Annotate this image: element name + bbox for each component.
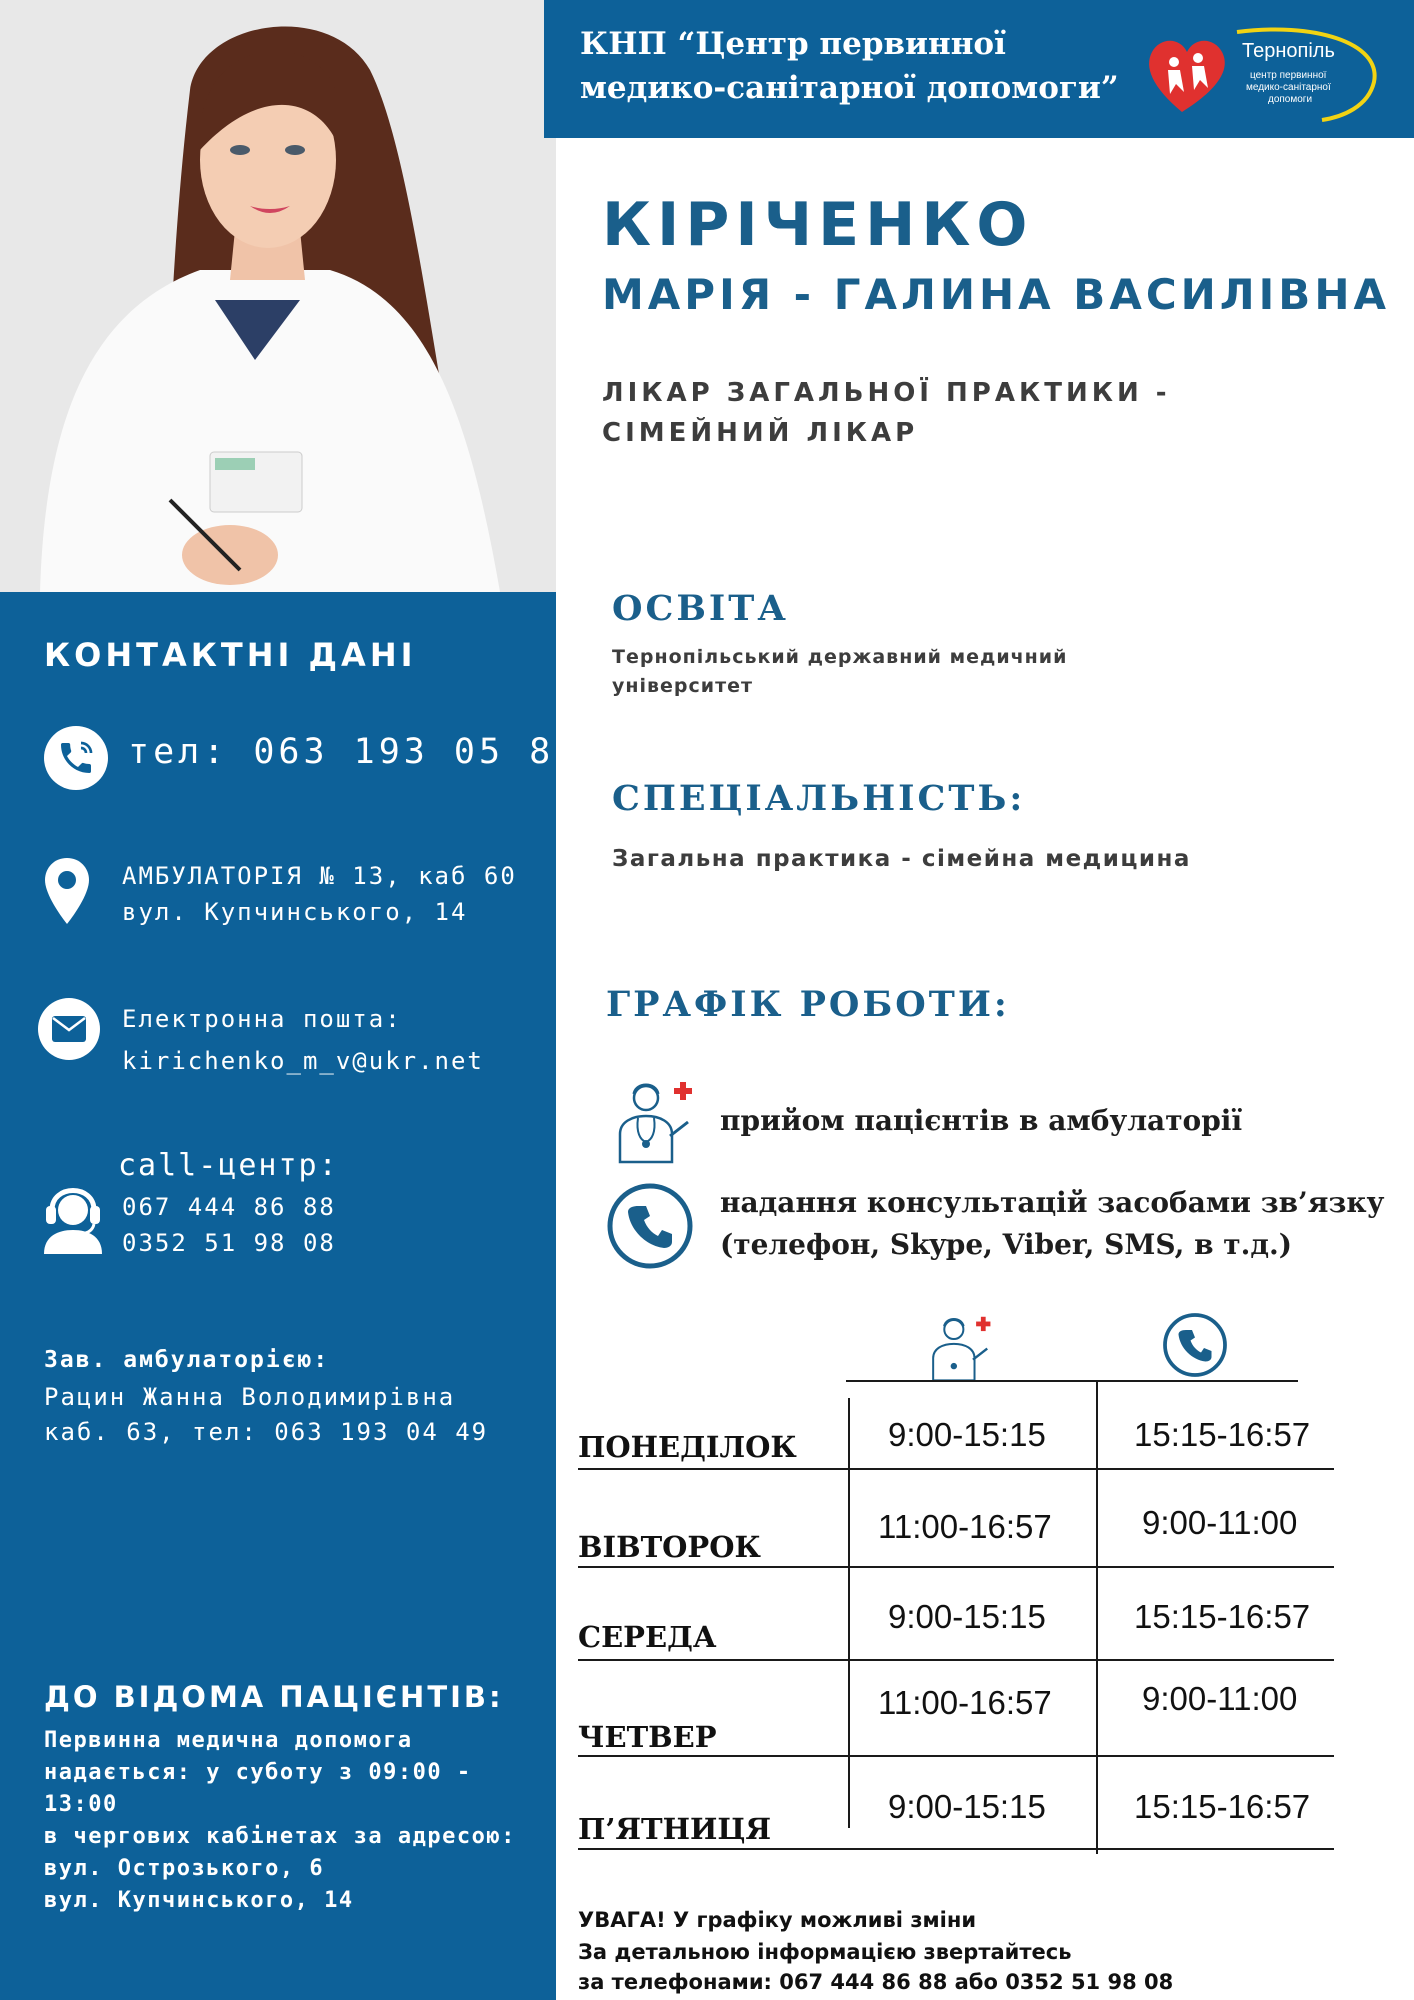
callcenter-label: call-центр: [118,1148,339,1183]
education-title: ОСВІТА [612,588,789,629]
callcenter-phone2[interactable]: 0352 51 98 08 [122,1229,336,1257]
logo-sub2: медико-санітарної [1246,82,1331,93]
table-remote-hours: 9:00-11:00 [1142,1680,1298,1717]
notice-line: в чергових кабінетах за адресою: [44,1824,516,1849]
table-vline-1 [848,1398,850,1828]
table-vline-2 [1096,1382,1098,1854]
header-band [544,0,1414,138]
schedule-mode-remote-line2: (телефон, Skype, Viber, SMS, в т.д.) [720,1228,1293,1261]
table-remote-hours: 15:15-16:57 [1134,1416,1311,1453]
phone-icon [44,726,108,790]
head-contact: каб. 63, тел: 063 193 04 49 [44,1418,489,1446]
table-header-line [846,1380,1298,1382]
phone-circle-icon [606,1182,694,1270]
doctor-position-line2: СІМЕЙНИЙ ЛІКАР [602,418,919,448]
doctor-position-line1: ЛІКАР ЗАГАЛЬНОЇ ПРАКТИКИ - [602,378,1171,408]
notice-line: вул. Купчинського, 14 [44,1888,354,1913]
email-address[interactable]: kirichenko_m_v@ukr.net [122,1047,484,1075]
doctor-surname: КІРІЧЕНКО [602,190,1034,260]
envelope-icon [38,998,100,1060]
table-clinic-hours: 11:00-16:57 [878,1684,1052,1721]
doctor-given-names: МАРІЯ - ГАЛИНА ВАСИЛІВНА [602,270,1390,319]
education-line2: університет [612,675,754,697]
warning-line2: За детальною інформацією звертайтесь [578,1940,1072,1964]
org-name-line2: медико-санітарної допомоги” [580,70,1119,106]
address-line1: АМБУЛАТОРІЯ № 13, каб 60 [122,862,517,890]
logo-sub3: допомоги [1268,94,1313,105]
location-pin-icon [42,856,92,926]
contact-phone[interactable]: тел: 063 193 05 80 [128,732,580,772]
table-row-line [578,1468,1334,1470]
table-row-line [578,1566,1334,1568]
schedule-mode-clinic: прийом пацієнтів в амбулаторії [720,1104,1243,1137]
table-clinic-hours: 11:00-16:57 [878,1508,1052,1545]
logo-sub1: центр первинної [1250,70,1327,81]
table-clinic-hours: 9:00-15:15 [888,1788,1046,1825]
notice-line: вул. Острозького, 6 [44,1856,325,1881]
address-line2: вул. Купчинського, 14 [122,898,468,926]
table-phone-icon [1162,1312,1228,1378]
warning-line1: УВАГА! У графіку можливі зміни [578,1908,977,1932]
heart-logo-icon [1142,22,1390,122]
notice-line: надається: у суботу з 09:00 - [44,1760,472,1785]
table-day: П’ЯТНИЦЯ [578,1812,772,1846]
doctor-portrait-illustration [0,0,556,592]
table-clinic-hours: 9:00-15:15 [888,1416,1046,1453]
table-row-line [578,1755,1334,1757]
notice-title: ДО ВІДОМА ПАЦІЄНТІВ: [44,1680,504,1714]
table-day: СЕРЕДА [578,1620,717,1654]
table-remote-hours: 15:15-16:57 [1134,1788,1311,1825]
table-day: ЧЕТВЕР [578,1720,717,1754]
table-doctor-icon [926,1312,996,1382]
schedule-title: ГРАФІК РОБОТИ: [606,984,1010,1025]
contacts-title: КОНТАКТНІ ДАНІ [44,636,417,674]
table-remote-hours: 9:00-11:00 [1142,1504,1298,1541]
table-clinic-hours: 9:00-15:15 [888,1598,1046,1635]
education-line1: Тернопільський державний медичний [612,646,1068,668]
org-name-line1: КНП “Центр первинної [580,26,1006,62]
table-row-line [578,1659,1334,1661]
table-day: ПОНЕДІЛОК [578,1430,797,1464]
logo-city-text: Тернопіль [1242,40,1335,62]
doctor-icon [612,1076,698,1164]
specialty-value: Загальна практика - сімейна медицина [612,846,1191,872]
warning-line3: за телефонами: 067 444 86 88 або 0352 51 98 08 [578,1970,1174,1994]
table-row-line [578,1848,1334,1850]
specialty-title: СПЕЦІАЛЬНІСТЬ: [612,778,1026,819]
table-remote-hours: 15:15-16:57 [1134,1598,1311,1635]
clinic-logo [1142,22,1390,122]
headset-operator-icon [40,1170,106,1254]
contacts-panel [0,592,556,2000]
table-day: ВІВТОРОК [578,1530,761,1564]
callcenter-phone1[interactable]: 067 444 86 88 [122,1193,336,1221]
head-name: Рацин Жанна Володимирівна [44,1383,456,1411]
email-label: Електронна пошта: [122,1005,402,1033]
doctor-photo [0,0,556,592]
head-label: Зав. амбулаторією: [44,1347,330,1373]
notice-line: Первинна медична допомога [44,1728,413,1753]
notice-line: 13:00 [44,1792,118,1817]
schedule-mode-remote-line1: надання консультацій засобами зв’язку [720,1186,1385,1219]
